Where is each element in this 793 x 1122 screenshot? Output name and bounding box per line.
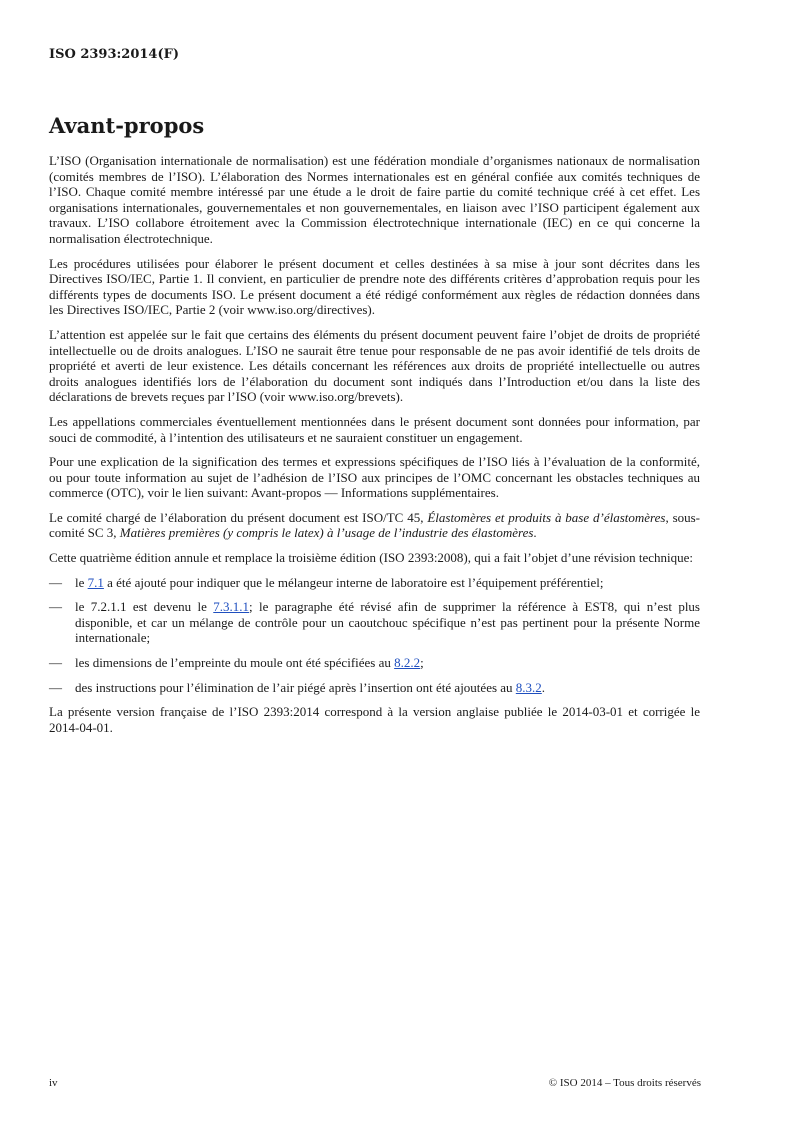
page-number: iv xyxy=(49,1077,58,1089)
change-text: . xyxy=(541,679,546,695)
change-text: a été ajouté pour indiquer que le mélangeur interne de laboratoire est l’équipement préférentiel; xyxy=(103,574,604,590)
paragraph-committee xyxy=(49,510,700,541)
change-item xyxy=(49,655,700,671)
dash-marker: — xyxy=(49,599,62,615)
change-item xyxy=(49,575,700,591)
paragraph-patents: L’attention est appelée sur le fait que certains des éléments du présent document peuvent faire l’objet de droits de propriété intellectuelle ou de droits analogues. L’ISO ne saurait être tenue pour responsable de ne pas avoir identifié de tels droits de propriété et averti de leur existence. Les détails concernant les références aux droits de propriété intellectuelle ou autres droits analogues identifiés lors de l’élaboration du document sont indiqués dans l’Introduction et/ou dans la liste des déclarations de brevets reçues par l’ISO (voir www.iso.org/brevets). xyxy=(49,326,700,405)
dash-marker: — xyxy=(49,679,62,695)
change-text: les dimensions de l’empreinte du moule ont été spécifiées au xyxy=(75,655,395,671)
committee-text-c: , sous-comité SC 3, xyxy=(49,509,701,541)
committee-text-e: . xyxy=(533,525,537,541)
committee-title: Élastomères et produits à base d’élastomères xyxy=(427,509,666,525)
page-title: Avant-propos xyxy=(49,113,205,138)
change-text: le xyxy=(75,574,88,590)
change-item xyxy=(49,599,700,646)
paragraph-conformity: Pour une explication de la signification des termes et expressions spécifiques de l’ISO liés à l’évaluation de la conformité, ou pour toute information au sujet de l’adhésion de l’ISO aux principes de l’OMC concernant les obstacles techniques au commerce (OTC), voir le lien suivant: Avant-propos — Informations supplémentaires. xyxy=(49,454,700,501)
change-text: le 7.2.1.1 est devenu le xyxy=(75,599,214,615)
paragraph-edition: Cette quatrième édition annule et remplace la troisième édition (ISO 2393:2008), qui a fait l’objet d’une révision technique: xyxy=(49,550,694,566)
copyright-notice: © ISO 2014 – Tous droits réservés xyxy=(548,1077,701,1089)
foreword-body xyxy=(49,153,700,744)
dash-marker: — xyxy=(49,655,62,671)
paragraph-iso-intro: L’ISO (Organisation internationale de normalisation) est une fédération mondiale d’organismes nationaux de normalisation (comités membres de l’ISO). L’élaboration des Normes internationales est en général confiée aux comités techniques de l’ISO. Chaque comité membre intéressé par une étude a le droit de faire partie du comité technique créé à cet effet. Les organisations internationales, gouvernementales et non gouvernementales, en liaison avec l’ISO participent également aux travaux. L’ISO collabore étroitement avec la Commission électrotechnique internationale (IEC) en ce qui concerne la normalisation électrotechnique. xyxy=(49,153,700,246)
paragraph-procedures: Les procédures utilisées pour élaborer le présent document et celles destinées à sa mise à jour sont décrites dans les Directives ISO/IEC, Partie 1. Il convient, en particulier de prendre note des différents critères d’approbation requis pour les différents types de documents ISO. Le présent document a été rédigé conformément aux règles de rédaction données dans les Directives ISO/IEC, Partie 2 (voir www.iso.org/directives). xyxy=(49,255,700,318)
change-text: des instructions pour l’élimination de l’air piégé après l’insertion ont été ajoutées au xyxy=(75,679,516,695)
link-7-3-1-1[interactable]: 7.3.1.1 xyxy=(213,599,250,615)
subcommittee-title: Matières premières (y compris le latex) à l’usage de l’industrie des élastomères xyxy=(119,525,534,541)
change-item xyxy=(49,680,700,696)
committee-text-a: Le comité chargé de l’élaboration du présent document est ISO/TC 45, xyxy=(49,509,428,525)
paragraph-trade-names: Les appellations commerciales éventuellement mentionnées dans le présent document sont données pour information, par souci de commodité, à l’intention des utilisateurs et ne sauraient constituer un engagement. xyxy=(49,413,700,445)
link-8-3-2[interactable]: 8.3.2 xyxy=(515,679,542,695)
document-id: ISO 2393:2014(F) xyxy=(49,47,180,62)
link-8-2-2[interactable]: 8.2.2 xyxy=(394,655,421,671)
change-text: ; xyxy=(420,655,424,671)
link-7-1[interactable]: 7.1 xyxy=(87,574,104,590)
change-text: ; le paragraphe été révisé afin de supprimer la référence à EST8, qui n’est plus disponible, et car un mélange de contrôle pour un caoutchouc spécifique n’est pas pertinent pour la présente Norme internationale; xyxy=(75,599,700,646)
paragraph-french-version: La présente version française de l’ISO 2393:2014 correspond à la version anglaise publiée le 2014-03-01 et corrigée le 2014-04-01. xyxy=(49,704,700,735)
dash-marker: — xyxy=(49,574,62,590)
